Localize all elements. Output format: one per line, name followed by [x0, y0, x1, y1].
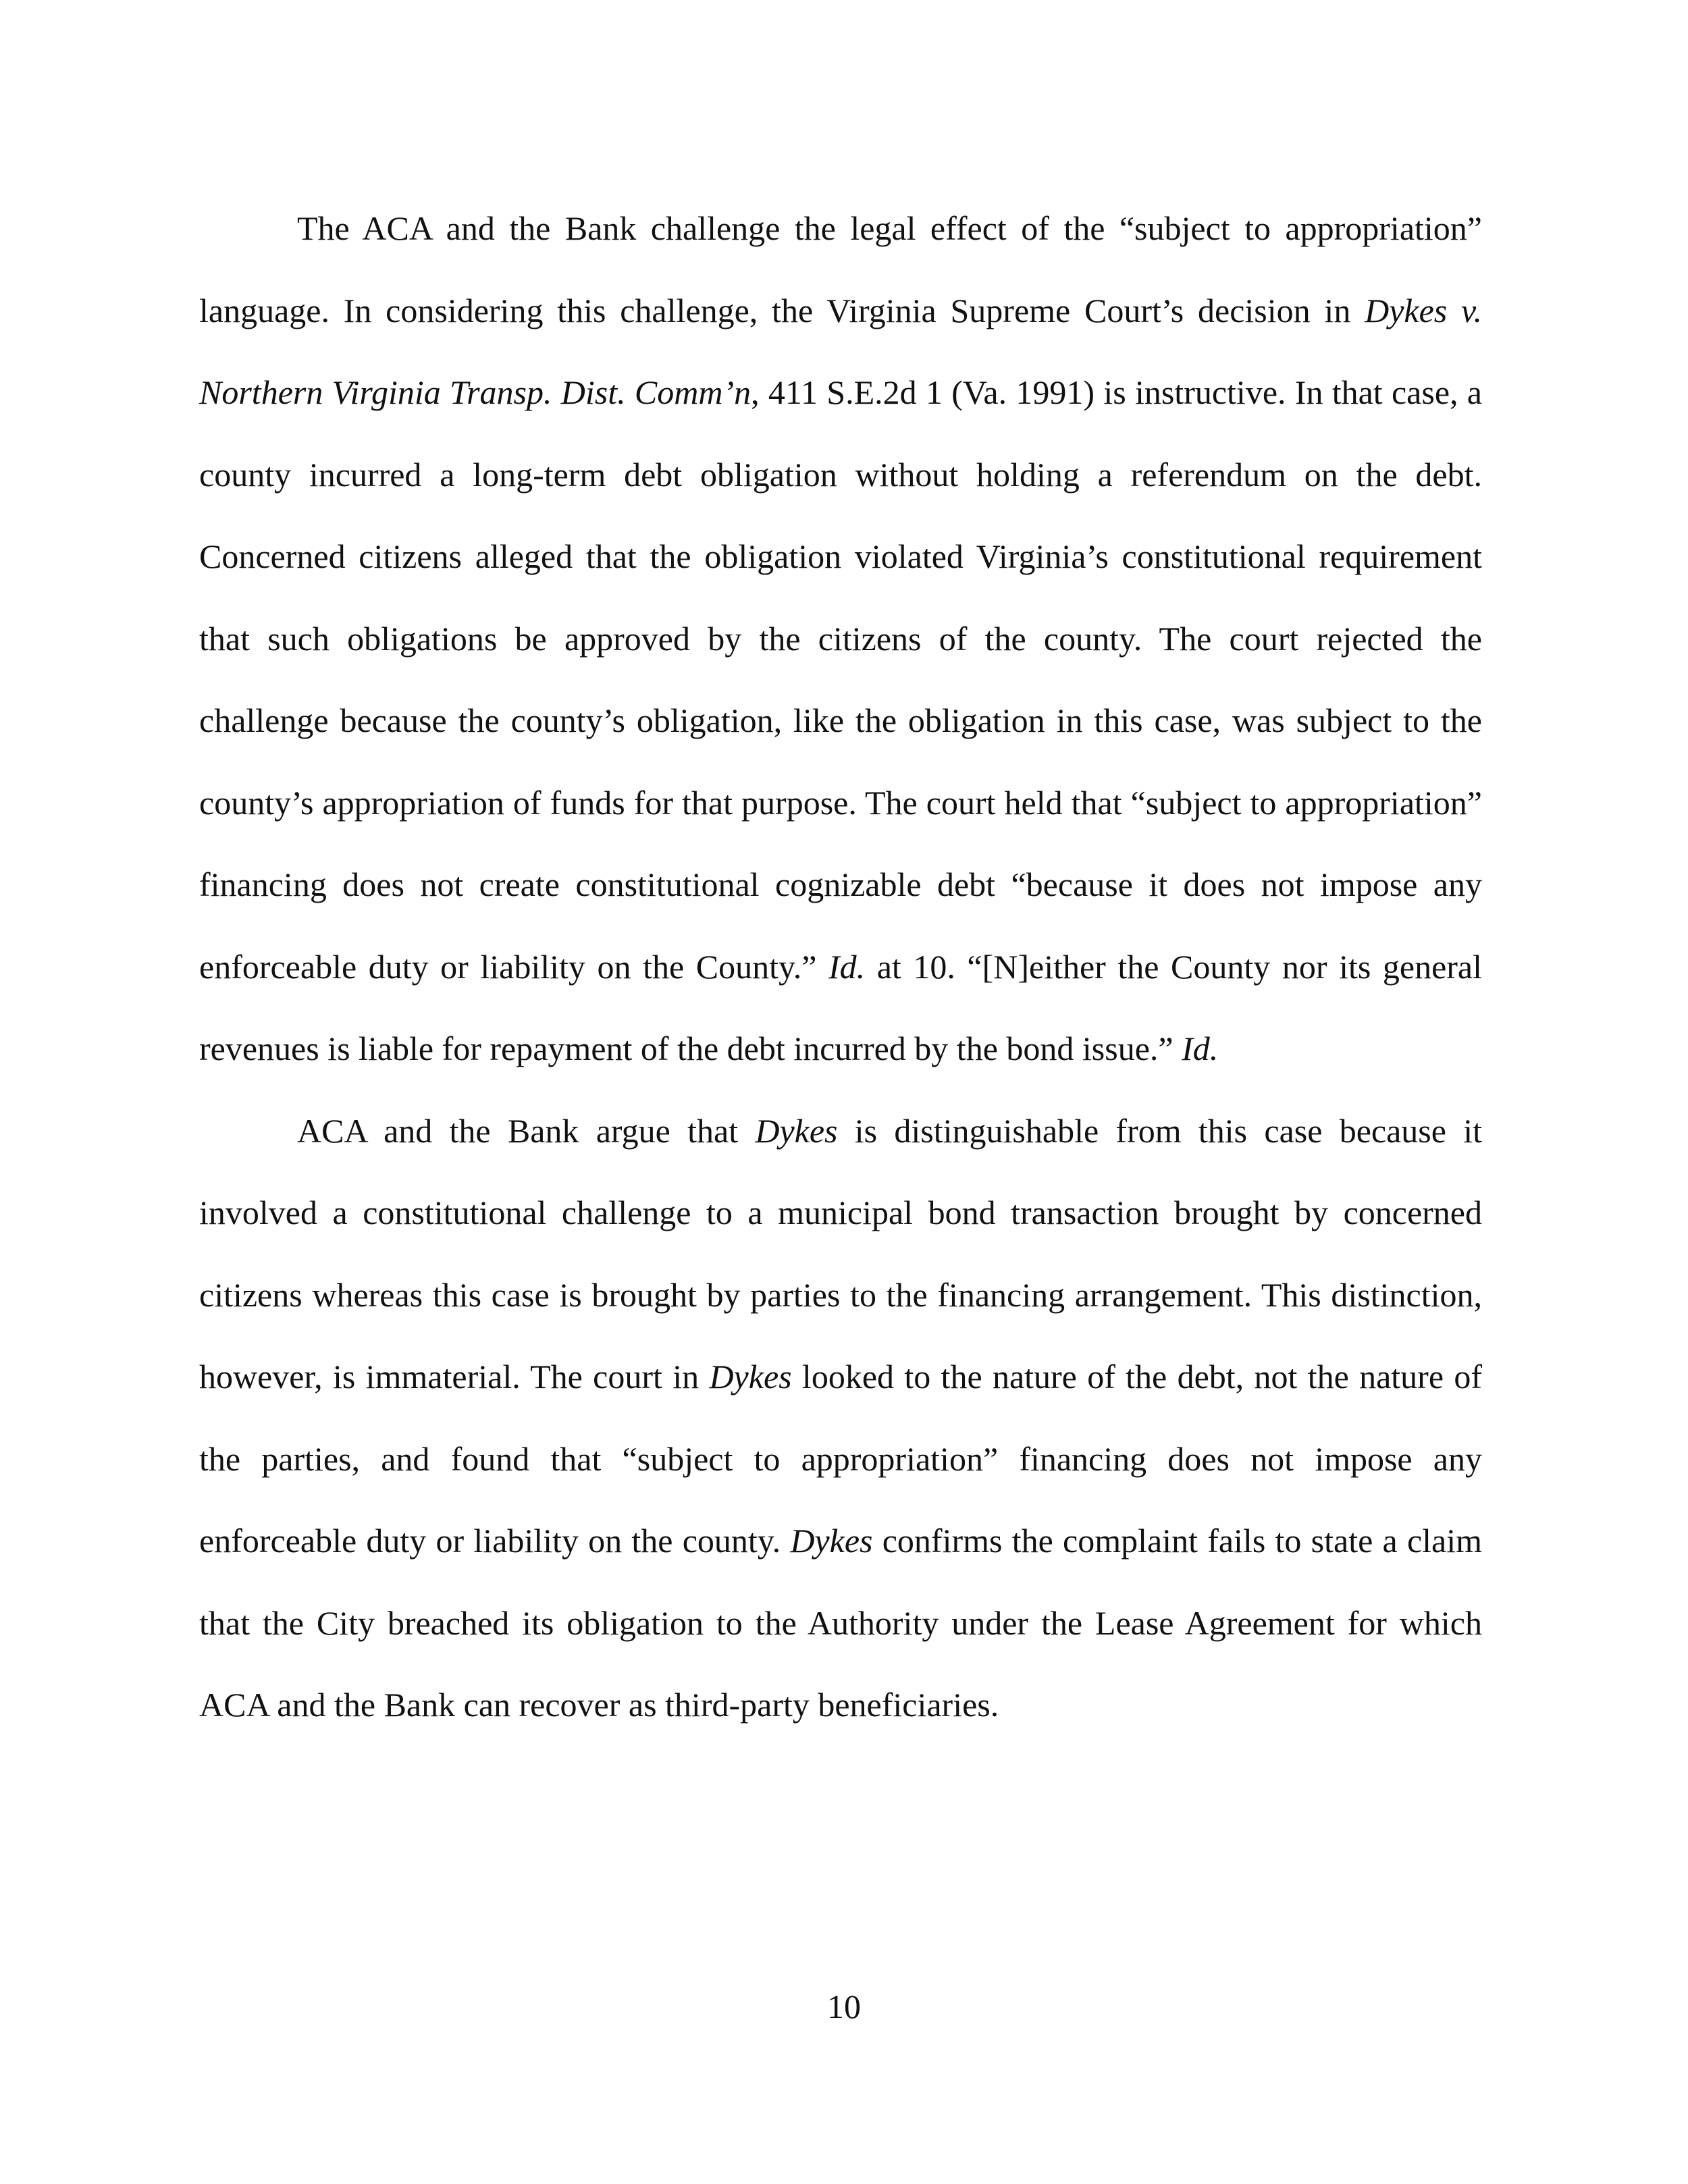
paragraph-text: , 411 S.E.2d 1 (Va. 1991) is instructive. In that case, a county incurred a long-term debt obligation without holding a referendum on the debt. Concerned citizens alleged that the obligation violated Virginia’s constitutional requirement that such obligations be approved by the citizens of the county. The court rejected the challenge because the county’s obligation, like the obligation in this case, was subject to the county’s appropriation of funds for that purpose. The court held that “subject to appropriation” financing does not create constitutional cognizable debt “because it does not impose any enforceable duty or liability on the County.” — [199, 373, 1482, 986]
page-number: 10 — [827, 1988, 861, 2025]
case-name-italic: Dykes — [709, 1358, 792, 1395]
id-citation-italic: Id. — [828, 947, 866, 986]
body-text — [199, 188, 1482, 1747]
case-name-italic: Dykes — [790, 1522, 873, 1560]
paragraph-1 — [199, 188, 1482, 1090]
case-name-italic: Dykes — [755, 1111, 838, 1150]
paragraph-text: confirms the complaint fails to state a claim that the City breached its obligation to the Authority under the Lease Agreement for which ACA and the Bank can recover as third-party beneficiaries. — [199, 1522, 1482, 1724]
id-citation-italic: Id. — [1182, 1030, 1219, 1067]
case-citation-italic: Dykes v. Northern Virginia Transp. Dist. Comm’n — [199, 291, 1482, 411]
paragraph-text: The ACA and the Bank challenge the legal effect of the “subject to appropriation” language. In considering this challenge, the Virginia Supreme Court’s decision in — [199, 209, 1482, 329]
paragraph-2 — [199, 1090, 1482, 1747]
paragraph-text: is distinguishable from this case because it involved a constitutional challenge to a municipal bond transaction brought by concerned citizens whereas this case is brought by parties to the financing arrangement. This distinction, however, is immaterial. The court in — [199, 1111, 1482, 1395]
paragraph-text: at 10. “[N]either the County nor its general revenues is liable for repayment of the debt incurred by the bond issue.” — [199, 947, 1482, 1067]
paragraph-text: looked to the nature of the debt, not the nature of the parties, and found that “subject to appropriation” financing does not impose any enforceable duty or liability on the county. — [199, 1358, 1482, 1560]
paragraph-text: ACA and the Bank argue that — [297, 1111, 756, 1150]
